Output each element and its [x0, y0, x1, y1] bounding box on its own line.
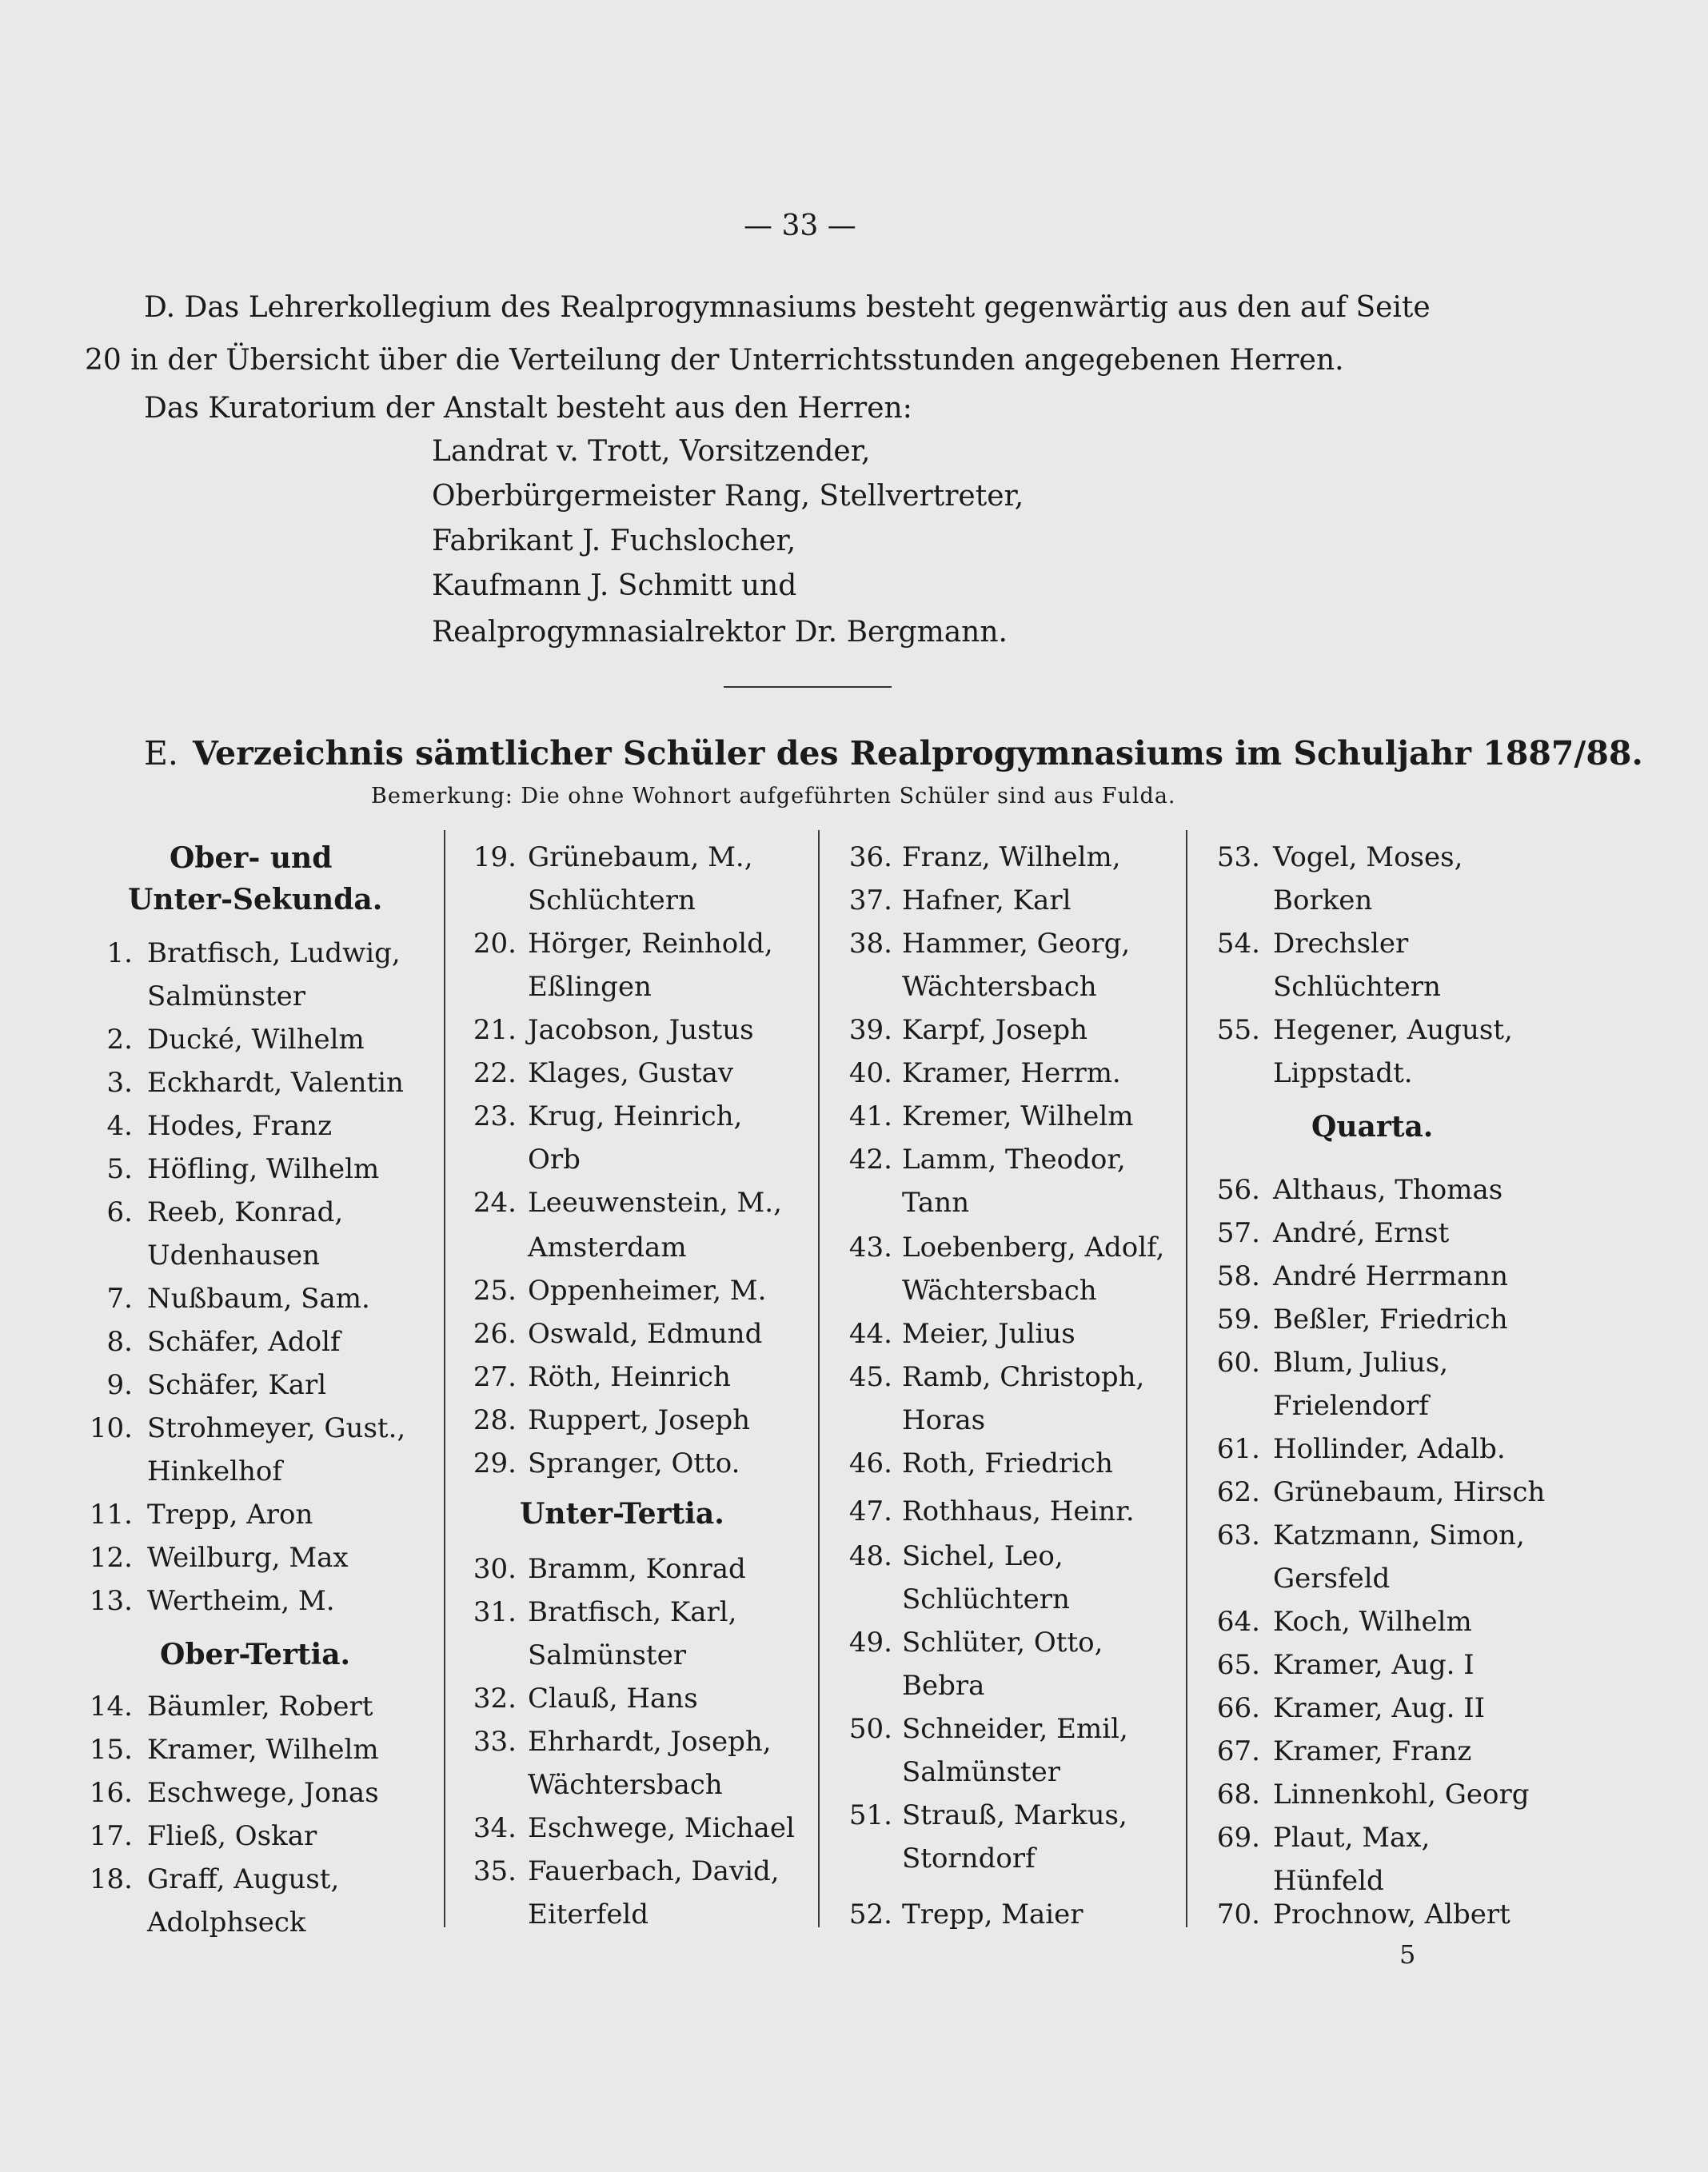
student-name: Oswald, Edmund — [528, 1318, 763, 1350]
student-number: 24. — [473, 1187, 517, 1219]
student-name: Koch, Wilhelm — [1273, 1606, 1472, 1638]
student-hometown: Hünfeld — [1273, 1865, 1384, 1897]
student-number: 35. — [473, 1855, 517, 1887]
student-name: André, Ernst — [1273, 1217, 1450, 1249]
student-name: Hafner, Karl — [902, 884, 1071, 916]
student-number: 60. — [1216, 1347, 1260, 1379]
student-number: 56. — [1216, 1174, 1260, 1206]
student-number: 55. — [1216, 1014, 1260, 1046]
student-hometown: Wächtersbach — [902, 971, 1097, 1003]
class-heading-quarta: Quarta. — [1311, 1110, 1434, 1144]
class-heading-ober-und: Ober- und — [170, 841, 333, 875]
student-number: 32. — [473, 1683, 517, 1715]
student-name: Franz, Wilhelm, — [902, 841, 1121, 873]
student-name: Wertheim, M. — [147, 1585, 335, 1617]
student-number: 4. — [106, 1110, 133, 1142]
student-name: Klages, Gustav — [528, 1057, 734, 1089]
student-number: 59. — [1216, 1304, 1260, 1336]
student-hometown: Salmünster — [902, 1756, 1060, 1788]
student-name: Bäumler, Robert — [147, 1691, 373, 1723]
student-number: 69. — [1216, 1822, 1260, 1854]
class-heading-unter-sekunda: Unter-Sekunda. — [128, 883, 383, 916]
student-number: 57. — [1216, 1217, 1260, 1249]
student-number: 20. — [473, 928, 517, 960]
student-name: Ruppert, Joseph — [528, 1404, 751, 1436]
student-number: 64. — [1216, 1606, 1260, 1638]
student-name: Althaus, Thomas — [1273, 1174, 1503, 1206]
student-hometown: Udenhausen — [147, 1240, 320, 1272]
student-name: Hodes, Franz — [147, 1110, 332, 1142]
curator-3: Fabrikant J. Fuchslocher, — [432, 525, 796, 557]
student-name: Fließ, Oskar — [147, 1820, 317, 1852]
student-hometown: Bebra — [902, 1670, 985, 1702]
student-number: 1. — [106, 937, 133, 969]
student-number: 18. — [89, 1863, 133, 1895]
student-name: Graff, August, — [147, 1863, 340, 1895]
student-number: 7. — [106, 1283, 133, 1315]
student-number: 48. — [848, 1540, 892, 1572]
student-number: 51. — [848, 1799, 892, 1831]
student-name: André Herrmann — [1273, 1260, 1508, 1292]
signature-mark: 5 — [1399, 1939, 1416, 1970]
student-name: Meier, Julius — [902, 1318, 1075, 1350]
student-name: Krug, Heinrich, — [528, 1100, 743, 1132]
student-number: 52. — [848, 1899, 892, 1930]
section-d-line-3: Das Kuratorium der Anstalt besteht aus den Herren: — [144, 392, 912, 425]
student-number: 8. — [106, 1326, 133, 1358]
student-name: Ducké, Wilhelm — [147, 1024, 365, 1056]
student-name: Weilburg, Max — [147, 1542, 349, 1574]
student-name: Oppenheimer, M. — [528, 1275, 767, 1307]
student-number: 45. — [848, 1361, 892, 1393]
section-e-remark: Bemerkung: Die ohne Wohnort aufgeführten Schüler sind aus Fulda. — [371, 784, 1176, 809]
student-hometown: Salmünster — [147, 980, 305, 1012]
student-name: Kramer, Aug. II — [1273, 1692, 1486, 1724]
student-number: 19. — [473, 841, 517, 873]
student-hometown: Amsterdam — [528, 1232, 687, 1264]
student-number: 38. — [848, 928, 892, 960]
student-name: Kramer, Franz — [1273, 1735, 1472, 1767]
student-name: Kramer, Herrm. — [902, 1057, 1121, 1089]
student-number: 27. — [473, 1361, 517, 1393]
student-number: 15. — [89, 1734, 133, 1766]
section-d-line-2: 20 in der Übersicht über die Verteilung der Unterrichtsstunden angegebenen Herren. — [85, 344, 1344, 377]
student-number: 36. — [848, 841, 892, 873]
student-hometown: Schlüchtern — [902, 1583, 1070, 1615]
curator-5: Realprogymnasialrektor Dr. Bergmann. — [432, 616, 1008, 649]
student-name: Kramer, Aug. I — [1273, 1649, 1475, 1681]
student-name: Spranger, Otto. — [528, 1447, 740, 1479]
student-number: 61. — [1216, 1433, 1260, 1465]
student-name: Drechsler — [1273, 928, 1409, 960]
student-hometown: Lippstadt. — [1273, 1057, 1413, 1089]
student-number: 10. — [89, 1412, 133, 1444]
student-name: Bratfisch, Karl, — [528, 1596, 737, 1628]
student-name: Kramer, Wilhelm — [147, 1734, 379, 1766]
student-number: 9. — [106, 1369, 133, 1401]
student-hometown: Gersfeld — [1273, 1563, 1391, 1595]
student-name: Beßler, Friedrich — [1273, 1304, 1508, 1336]
student-name: Schäfer, Adolf — [147, 1326, 341, 1358]
section-e-label: E. — [144, 734, 178, 773]
student-name: Strauß, Markus, — [902, 1799, 1127, 1831]
student-name: Höfling, Wilhelm — [147, 1153, 380, 1185]
student-number: 16. — [89, 1777, 133, 1809]
student-number: 40. — [848, 1057, 892, 1089]
page-number: — 33 — — [744, 210, 856, 242]
student-hometown: Adolphseck — [147, 1906, 306, 1938]
student-number: 54. — [1216, 928, 1260, 960]
student-hometown: Storndorf — [902, 1843, 1036, 1875]
student-number: 68. — [1216, 1779, 1260, 1811]
student-name: Hammer, Georg, — [902, 928, 1131, 960]
section-d-line-1: D. Das Lehrerkollegium des Realprogymnasiums besteht gegenwärtig aus den auf Seite — [144, 291, 1431, 324]
student-number: 14. — [89, 1691, 133, 1723]
student-number: 13. — [89, 1585, 133, 1617]
student-name: Eschwege, Jonas — [147, 1777, 379, 1809]
class-heading-unter-tertia: Unter-Tertia. — [520, 1497, 724, 1531]
student-name: Schneider, Emil, — [902, 1713, 1128, 1745]
student-number: 53. — [1216, 841, 1260, 873]
column-divider — [444, 830, 445, 1927]
student-number: 33. — [473, 1726, 517, 1758]
student-name: Ehrhardt, Joseph, — [528, 1726, 772, 1758]
student-name: Leeuwenstein, M., — [528, 1187, 782, 1219]
student-name: Bratfisch, Ludwig, — [147, 937, 401, 969]
student-hometown: Schlüchtern — [528, 884, 696, 916]
student-name: Röth, Heinrich — [528, 1361, 731, 1393]
student-number: 26. — [473, 1318, 517, 1350]
student-name: Grünebaum, M., — [528, 841, 753, 873]
student-number: 12. — [89, 1542, 133, 1574]
student-number: 42. — [848, 1144, 892, 1176]
student-name: Rothhaus, Heinr. — [902, 1495, 1135, 1527]
student-name: Fauerbach, David, — [528, 1855, 780, 1887]
student-name: Grünebaum, Hirsch — [1273, 1476, 1546, 1508]
student-number: 5. — [106, 1153, 133, 1185]
section-e-heading — [144, 734, 1643, 773]
student-name: Schäfer, Karl — [147, 1369, 327, 1401]
student-name: Jacobson, Justus — [528, 1014, 754, 1046]
student-number: 62. — [1216, 1476, 1260, 1508]
student-hometown: Schlüchtern — [1273, 971, 1441, 1003]
student-name: Sichel, Leo, — [902, 1540, 1064, 1572]
student-name: Schlüter, Otto, — [902, 1627, 1103, 1659]
student-number: 50. — [848, 1713, 892, 1745]
student-name: Katzmann, Simon, — [1273, 1519, 1525, 1551]
section-e-title: Verzeichnis sämtlicher Schüler des Realprogymnasiums im Schuljahr 1887/88. — [192, 734, 1643, 773]
student-number: 63. — [1216, 1519, 1260, 1551]
student-name: Loebenberg, Adolf, — [902, 1232, 1165, 1264]
student-number: 3. — [106, 1067, 133, 1099]
student-hometown: Frielendorf — [1273, 1390, 1429, 1422]
student-name: Karpf, Joseph — [902, 1014, 1088, 1046]
student-name: Kremer, Wilhelm — [902, 1100, 1134, 1132]
student-name: Lamm, Theodor, — [902, 1144, 1126, 1176]
student-hometown: Horas — [902, 1404, 986, 1436]
student-number: 28. — [473, 1404, 517, 1436]
student-number: 44. — [848, 1318, 892, 1350]
student-hometown: Tann — [902, 1187, 970, 1219]
student-number: 25. — [473, 1275, 517, 1307]
student-hometown: Wächtersbach — [528, 1769, 723, 1801]
student-name: Nußbaum, Sam. — [147, 1283, 370, 1315]
student-number: 34. — [473, 1812, 517, 1844]
student-name: Linnenkohl, Georg — [1273, 1779, 1530, 1811]
student-number: 37. — [848, 884, 892, 916]
section-divider — [724, 686, 892, 688]
student-number: 43. — [848, 1232, 892, 1264]
student-name: Reeb, Konrad, — [147, 1196, 344, 1228]
student-hometown: Eiterfeld — [528, 1899, 649, 1930]
student-number: 41. — [848, 1100, 892, 1132]
column-divider — [1186, 830, 1187, 1927]
student-number: 70. — [1216, 1899, 1260, 1930]
student-name: Prochnow, Albert — [1273, 1899, 1510, 1930]
student-hometown: Borken — [1273, 884, 1373, 916]
student-name: Trepp, Aron — [147, 1499, 313, 1531]
curator-2: Oberbürgermeister Rang, Stellvertreter, — [432, 480, 1024, 513]
student-number: 67. — [1216, 1735, 1260, 1767]
student-number: 21. — [473, 1014, 517, 1046]
student-number: 22. — [473, 1057, 517, 1089]
student-number: 47. — [848, 1495, 892, 1527]
student-name: Ramb, Christoph, — [902, 1361, 1145, 1393]
student-number: 58. — [1216, 1260, 1260, 1292]
student-name: Trepp, Maier — [902, 1899, 1083, 1930]
student-name: Eckhardt, Valentin — [147, 1067, 404, 1099]
student-number: 39. — [848, 1014, 892, 1046]
student-name: Hegener, August, — [1273, 1014, 1513, 1046]
student-name: Clauß, Hans — [528, 1683, 698, 1715]
class-heading-ober-tertia: Ober-Tertia. — [160, 1638, 351, 1671]
student-hometown: Salmünster — [528, 1639, 686, 1671]
student-name: Roth, Friedrich — [902, 1447, 1113, 1479]
student-number: 65. — [1216, 1649, 1260, 1681]
student-name: Eschwege, Michael — [528, 1812, 795, 1844]
student-number: 29. — [473, 1447, 517, 1479]
student-name: Blum, Julius, — [1273, 1347, 1449, 1379]
student-number: 23. — [473, 1100, 517, 1132]
student-number: 49. — [848, 1627, 892, 1659]
student-number: 46. — [848, 1447, 892, 1479]
student-number: 31. — [473, 1596, 517, 1628]
student-number: 6. — [106, 1196, 133, 1228]
student-name: Hollinder, Adalb. — [1273, 1433, 1506, 1465]
student-hometown: Orb — [528, 1144, 581, 1176]
student-name: Bramm, Konrad — [528, 1553, 746, 1585]
student-hometown: Wächtersbach — [902, 1275, 1097, 1307]
student-name: Vogel, Moses, — [1273, 841, 1463, 873]
student-name: Strohmeyer, Gust., — [147, 1412, 406, 1444]
student-name: Hörger, Reinhold, — [528, 928, 773, 960]
column-divider — [818, 830, 820, 1927]
student-number: 30. — [473, 1553, 517, 1585]
curator-4: Kaufmann J. Schmitt und — [432, 569, 797, 602]
student-number: 2. — [106, 1024, 133, 1056]
curator-1: Landrat v. Trott, Vorsitzender, — [432, 435, 871, 468]
student-number: 17. — [89, 1820, 133, 1852]
student-number: 66. — [1216, 1692, 1260, 1724]
student-number: 11. — [89, 1499, 133, 1531]
student-name: Plaut, Max, — [1273, 1822, 1431, 1854]
student-hometown: Eßlingen — [528, 971, 652, 1003]
student-hometown: Hinkelhof — [147, 1455, 282, 1487]
